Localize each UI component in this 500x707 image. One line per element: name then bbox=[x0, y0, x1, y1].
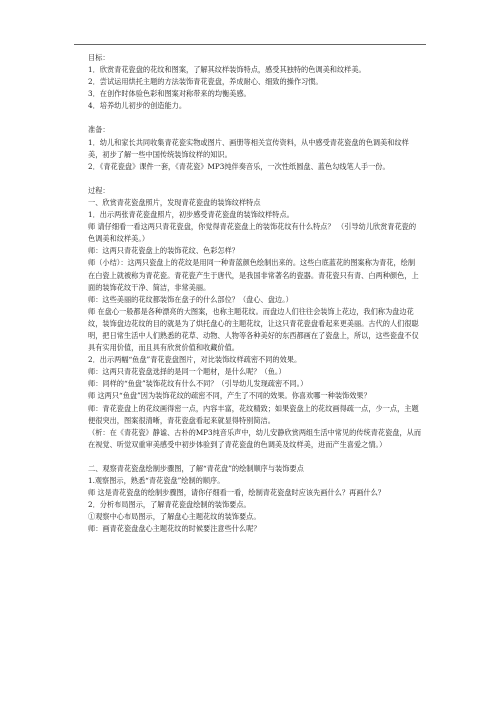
process-paragraph: 1．出示两张青花瓷盘照片，初步感受青花瓷盘的装饰纹样特点。 bbox=[88, 210, 294, 220]
section2-paragraph: 师：画青花瓷盘盘心主题花纹的时候要注意些什么呢？ bbox=[88, 524, 261, 534]
process-paragraph: 师：同样的“鱼盘”装饰花纹有什么不同？（引导幼儿发现疏密不同。） bbox=[88, 379, 308, 389]
objective-item: 1．欣赏青花瓷盘的花纹和图案，了解其纹样装饰特点，感受其独特的色调美和纹样美。 bbox=[88, 65, 366, 75]
analysis-note: （析：在《青花瓷》静谧、古朴的MP3纯音乐声中，幼儿安静欣赏两组生活中常见的传统青花瓷盘，从而在视觉、听觉双重审美感受中初步体验到了青花瓷盘的色调美及纹样美，进而产生喜爱之情。） bbox=[88, 427, 422, 449]
objective-item: 2．尝试运用烘托主题的方法装饰青花瓷盘，养成耐心、细致的操作习惯。 bbox=[88, 77, 323, 87]
process-paragraph: 师：这两只青花瓷盘上的装饰花纹、色彩怎样？ bbox=[88, 246, 239, 256]
section2-paragraph: 师 这是青花瓷盘的绘制步骤图，请你仔细看一看，绘制青花瓷盘时应该先画什么？再画什么？ bbox=[88, 488, 385, 498]
process-paragraph: 师：青花瓷盘上的花纹画得密一点，内容丰富，花纹精致；如果瓷盘上的花纹画得疏一点，少一点，主题便很突出，图案很清晰，青花瓷盘看起来就显得特别简洁。 bbox=[88, 403, 419, 425]
preparation-title: 准备： bbox=[88, 125, 110, 135]
process-paragraph: 师（小结）：这两只瓷盘上的花纹是用同一种青蓝颜色绘制出来的。这些白底蓝花的图案称为青花，绘制在白瓷上就被称为青花瓷。青花瓷产生于唐代，是我国非常著名的瓷器。青花瓷只有青、白两种颜色，上面的装饰花纹干净、简洁，非常美丽。 bbox=[88, 258, 419, 292]
objective-item: 4．培养幼儿初步的创造能力。 bbox=[88, 101, 187, 111]
preparation-item: 2．《青花瓷盘》课件一套，《青花瓷》MP3纯伴奏音乐，一次性纸圆盘、蓝色勾线笔人手一份。 bbox=[88, 161, 390, 171]
section2-paragraph: 1.观察图示，熟悉“青花瓷盘”绘制的顺序。 bbox=[88, 476, 225, 485]
process-title: 过程： bbox=[88, 185, 110, 195]
section-heading: 一、欣赏青花瓷盘照片，发现青花瓷盘的装饰纹样特点 bbox=[88, 197, 261, 207]
process-paragraph: 师：这两只青花瓷盘选择的是同一个题材，是什么呢？（鱼。） bbox=[88, 367, 286, 377]
objective-item: 3．在创作时体验色彩和图案对称带来的均衡美感。 bbox=[88, 89, 251, 99]
process-paragraph: 2．出示两幅“鱼盘”青花瓷盘图片，对比装饰纹样疏密不同的效果。 bbox=[88, 355, 302, 365]
spacer bbox=[88, 112, 422, 124]
objectives-title: 目标： bbox=[88, 53, 110, 62]
section2-paragraph: 2．分析布局图示，了解青花瓷盘绘制的装饰要点。 bbox=[88, 500, 251, 510]
process-paragraph: 师 在盘心一般都是各种漂亮的大图案，也称主题花纹。而盘边人们往往会装饰上花边，我们称为盘边花纹，装饰盘边花纹的目的就是为了烘托盘心的主题花纹，让这只青花瓷盘看起来更美丽。古代的人们很聪明，把日常生活中人们熟悉的花草、动物、人物等各种美好的东西都画在了瓷盘上，所以，这些瓷盘不仅具有实用价值，而且具有欣赏价值和收藏价值。 bbox=[88, 306, 419, 353]
document-body bbox=[88, 52, 422, 535]
spacer bbox=[88, 173, 422, 185]
spacer bbox=[88, 451, 422, 463]
preparation-item: 1．幼儿和家长共同收集青花瓷实物或图片、画册等相关宣传资料，从中感受青花瓷盘的色调美和纹样美，初步了解一些中国传统装饰纹样的知识。 bbox=[88, 137, 409, 159]
section2-paragraph: ①观察中心布局图示，了解盘心主题花纹的装饰要点。 bbox=[88, 512, 261, 522]
process-paragraph: 师 这两只“鱼盘”因为装饰花纹的疏密不同，产生了不同的效果。你喜欢哪一种装饰效果？ bbox=[88, 391, 371, 401]
header-rule bbox=[74, 44, 426, 45]
process-paragraph: 师 请仔细看一看这两只青花瓷盘，你觉得青花瓷盘上的装饰花纹有什么特点？ （引导幼儿欣赏青花瓷的色调美和纹样美。） bbox=[88, 222, 417, 244]
section-heading: 二、观察青花瓷盘绘制步骤图，了解“青花盘”的绘制顺序与装饰要点 bbox=[88, 463, 304, 473]
process-paragraph: 师：这些美丽的花纹都装饰在盘子的什么部位？（盘心、盘边。） bbox=[88, 294, 293, 304]
